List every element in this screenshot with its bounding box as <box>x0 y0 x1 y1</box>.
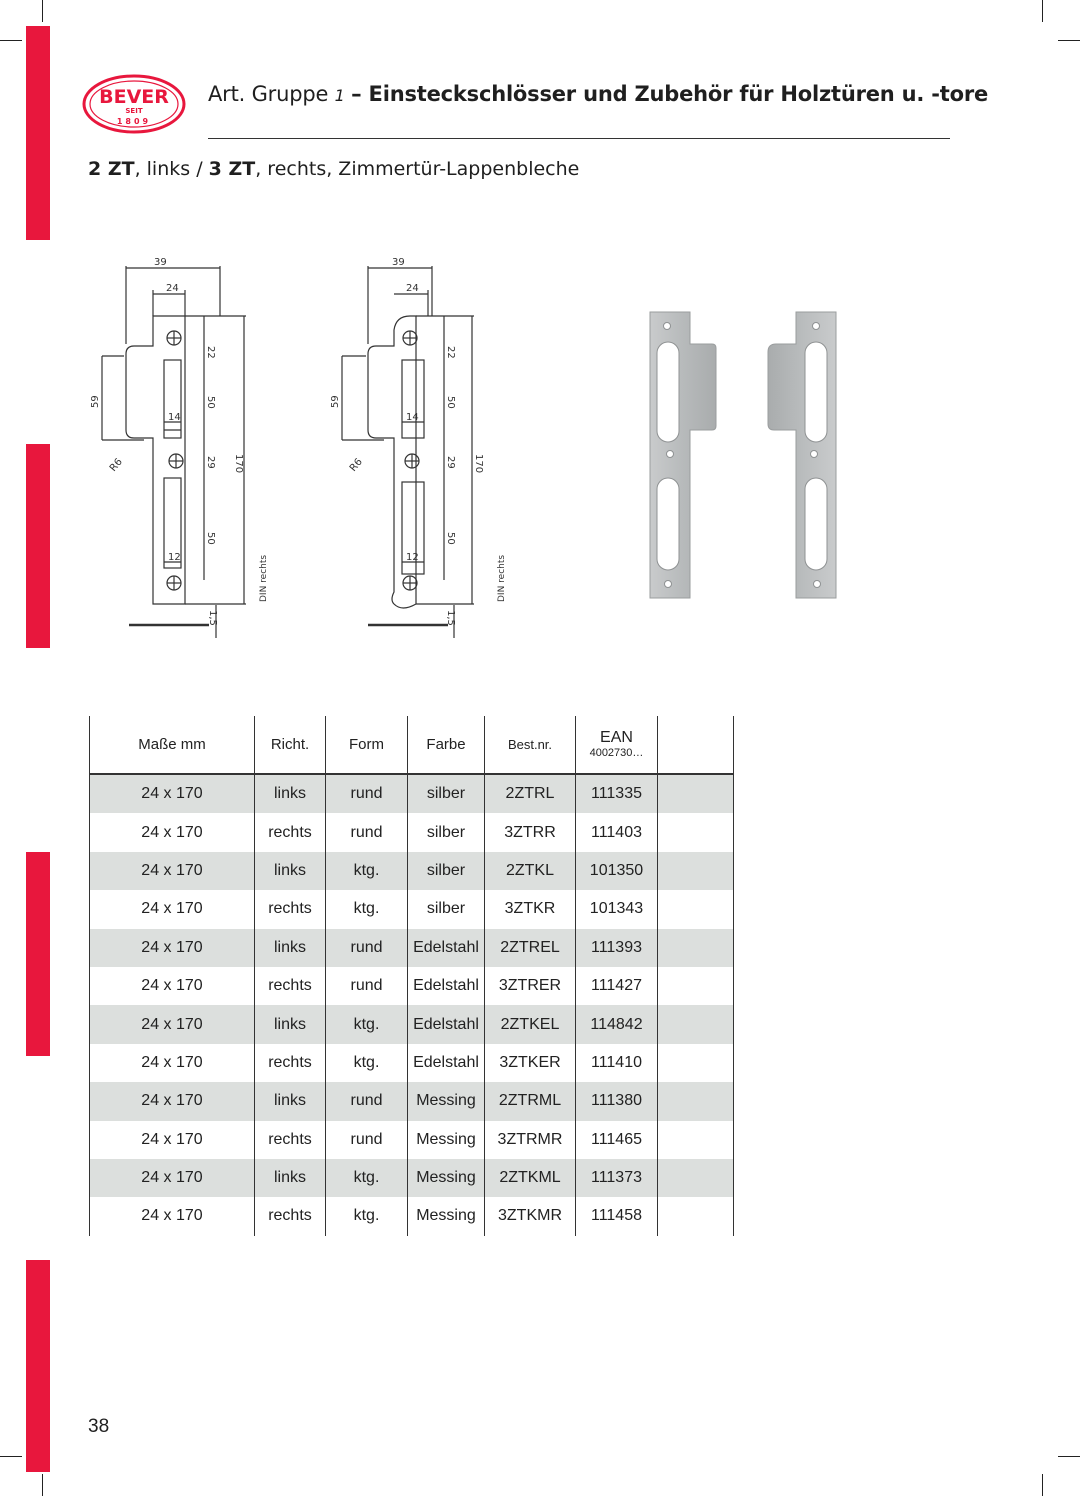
table-row <box>90 929 734 967</box>
cell-form: rund <box>326 813 408 851</box>
cell-order-no: 2ZTKEL <box>485 1005 576 1043</box>
cell-color: silber <box>408 813 485 851</box>
cell-form: ktg. <box>326 1005 408 1043</box>
col-header-color: Farbe <box>408 716 485 774</box>
dim-50: 50 <box>445 532 456 545</box>
cell-form: rund <box>326 967 408 1005</box>
dim-29: 29 <box>205 456 216 469</box>
cell-ean: 111380 <box>576 1082 658 1120</box>
cell-size: 24 x 170 <box>90 1044 255 1082</box>
logo-sub: SEIT <box>125 107 143 115</box>
cell-form: ktg. <box>326 1197 408 1235</box>
table-row <box>90 1197 734 1235</box>
cell-direction: rechts <box>255 1044 326 1082</box>
cell-size: 24 x 170 <box>90 1005 255 1043</box>
table-row <box>90 1159 734 1197</box>
cell-size: 24 x 170 <box>90 890 255 928</box>
cell-ean: 111427 <box>576 967 658 1005</box>
cell-direction: rechts <box>255 967 326 1005</box>
cell-order-no: 3ZTKMR <box>485 1197 576 1235</box>
col-header-empty <box>658 716 734 774</box>
technical-drawing-square <box>84 250 284 640</box>
cell-ean: 101350 <box>576 852 658 890</box>
cell-ean: 111458 <box>576 1197 658 1235</box>
dim-1-5: 1,5 <box>207 610 218 626</box>
din-label: DIN rechts <box>259 554 269 602</box>
dim-50: 50 <box>205 532 216 545</box>
technical-drawing-round <box>324 250 524 640</box>
header-divider <box>208 138 950 139</box>
cell-order-no: 2ZTRML <box>485 1082 576 1120</box>
cell-ean: 101343 <box>576 890 658 928</box>
dim-22: 22 <box>445 346 456 359</box>
dim-14: 14 <box>168 412 181 423</box>
cell-empty <box>658 774 734 813</box>
col-header-order-no: Best.nr. <box>485 716 576 774</box>
dim-12: 12 <box>406 552 419 563</box>
cell-color: Edelstahl <box>408 929 485 967</box>
cell-color: Edelstahl <box>408 1005 485 1043</box>
dim-24: 24 <box>166 283 179 294</box>
cell-empty <box>658 1121 734 1159</box>
logo-text: BEVER <box>99 86 169 108</box>
bever-logo <box>82 74 186 134</box>
product-code-right: 3 ZT <box>208 158 256 180</box>
product-photo-round <box>760 306 850 602</box>
cell-ean: 111403 <box>576 813 658 851</box>
product-photo-square <box>640 306 730 602</box>
dim-12: 12 <box>168 552 181 563</box>
cell-direction: rechts <box>255 1197 326 1235</box>
cell-form: rund <box>326 774 408 813</box>
ean-label: EAN <box>600 729 633 746</box>
table-row <box>90 1005 734 1043</box>
table-row <box>90 890 734 928</box>
crop-mark <box>0 1456 22 1457</box>
cell-direction: rechts <box>255 890 326 928</box>
cell-form: ktg. <box>326 1159 408 1197</box>
table-row <box>90 967 734 1005</box>
crop-mark <box>42 0 43 22</box>
table-row <box>90 1121 734 1159</box>
cell-color: Edelstahl <box>408 1044 485 1082</box>
dim-39: 39 <box>392 257 405 268</box>
cell-ean: 111393 <box>576 929 658 967</box>
cell-empty <box>658 890 734 928</box>
cell-form: ktg. <box>326 852 408 890</box>
dim-50: 50 <box>445 396 456 409</box>
cell-direction: links <box>255 1082 326 1120</box>
section-tab <box>26 26 50 240</box>
section-tab <box>26 1260 50 1472</box>
crop-mark <box>42 1474 43 1496</box>
cell-color: Messing <box>408 1197 485 1235</box>
cell-form: ktg. <box>326 1044 408 1082</box>
crop-mark <box>1058 40 1080 41</box>
cell-empty <box>658 967 734 1005</box>
group-title: – Einsteckschlösser und Zubehör für Holztüren u. -tore <box>351 82 989 106</box>
table-header-row <box>90 716 734 774</box>
cell-color: silber <box>408 890 485 928</box>
cell-ean: 111465 <box>576 1121 658 1159</box>
cell-ean: 114842 <box>576 1005 658 1043</box>
cell-order-no: 2ZTRL <box>485 774 576 813</box>
cell-empty <box>658 1082 734 1120</box>
product-code-left: 2 ZT <box>88 158 135 180</box>
cell-direction: links <box>255 1005 326 1043</box>
subtitle-text-2: , rechts, Zimmertür-Lappenbleche <box>255 158 580 180</box>
dim-r6: R6 <box>347 456 365 474</box>
dim-22: 22 <box>205 346 216 359</box>
cell-size: 24 x 170 <box>90 967 255 1005</box>
cell-form: ktg. <box>326 890 408 928</box>
dim-170: 170 <box>473 454 484 474</box>
crop-mark <box>1042 1474 1043 1496</box>
table-row <box>90 1044 734 1082</box>
cell-direction: rechts <box>255 813 326 851</box>
dim-1-5: 1,5 <box>445 610 456 626</box>
cell-size: 24 x 170 <box>90 1121 255 1159</box>
product-subtitle <box>88 158 579 180</box>
subtitle-text-1: , links / <box>134 158 209 180</box>
cell-direction: links <box>255 852 326 890</box>
crop-mark <box>1058 1456 1080 1457</box>
cell-order-no: 2ZTKL <box>485 852 576 890</box>
cell-empty <box>658 929 734 967</box>
dim-59: 59 <box>330 395 341 408</box>
col-header-size: Maße mm <box>90 716 255 774</box>
cell-order-no: 3ZTRER <box>485 967 576 1005</box>
cell-size: 24 x 170 <box>90 1159 255 1197</box>
cell-color: silber <box>408 774 485 813</box>
crop-mark <box>0 40 22 41</box>
dim-29: 29 <box>445 456 456 469</box>
cell-empty <box>658 1197 734 1235</box>
cell-order-no: 3ZTRMR <box>485 1121 576 1159</box>
cell-empty <box>658 1044 734 1082</box>
cell-size: 24 x 170 <box>90 774 255 813</box>
table-row <box>90 1082 734 1120</box>
cell-color: Messing <box>408 1159 485 1197</box>
cell-direction: links <box>255 1159 326 1197</box>
cell-color: Edelstahl <box>408 967 485 1005</box>
cell-direction: links <box>255 774 326 813</box>
dim-14: 14 <box>406 412 419 423</box>
section-tab <box>26 444 50 648</box>
cell-empty <box>658 852 734 890</box>
table-row <box>90 852 734 890</box>
cell-direction: links <box>255 929 326 967</box>
cell-size: 24 x 170 <box>90 929 255 967</box>
cell-form: rund <box>326 929 408 967</box>
cell-color: Messing <box>408 1082 485 1120</box>
cell-size: 24 x 170 <box>90 813 255 851</box>
dim-24: 24 <box>406 283 419 294</box>
group-prefix: Art. Gruppe <box>208 82 329 106</box>
din-label: DIN rechts <box>497 554 507 602</box>
cell-ean: 111410 <box>576 1044 658 1082</box>
cell-order-no: 3ZTRR <box>485 813 576 851</box>
group-number: 1 <box>334 86 345 105</box>
cell-form: rund <box>326 1121 408 1159</box>
dim-59: 59 <box>90 395 101 408</box>
col-header-direction: Richt. <box>255 716 326 774</box>
page-header <box>208 82 988 106</box>
crop-mark <box>1042 0 1043 22</box>
col-header-form: Form <box>326 716 408 774</box>
order-table <box>89 716 734 1236</box>
cell-ean: 111373 <box>576 1159 658 1197</box>
cell-color: silber <box>408 852 485 890</box>
cell-size: 24 x 170 <box>90 1197 255 1235</box>
ean-prefix: 4002730… <box>589 747 644 759</box>
cell-empty <box>658 1005 734 1043</box>
cell-order-no: 3ZTKER <box>485 1044 576 1082</box>
cell-empty <box>658 1159 734 1197</box>
cell-form: rund <box>326 1082 408 1120</box>
cell-empty <box>658 813 734 851</box>
cell-size: 24 x 170 <box>90 852 255 890</box>
cell-direction: rechts <box>255 1121 326 1159</box>
table-row <box>90 813 734 851</box>
dim-170: 170 <box>233 454 244 474</box>
section-tab <box>26 852 50 1056</box>
cell-size: 24 x 170 <box>90 1082 255 1120</box>
cell-ean: 111335 <box>576 774 658 813</box>
dim-39: 39 <box>154 257 167 268</box>
cell-order-no: 3ZTKR <box>485 890 576 928</box>
col-header-ean <box>576 716 658 774</box>
dim-50: 50 <box>205 396 216 409</box>
cell-color: Messing <box>408 1121 485 1159</box>
dim-r6: R6 <box>107 456 125 474</box>
cell-order-no: 2ZTREL <box>485 929 576 967</box>
cell-order-no: 2ZTKML <box>485 1159 576 1197</box>
table-row <box>90 774 734 813</box>
logo-year: 1809 <box>116 117 152 126</box>
page-number: 38 <box>88 1416 110 1437</box>
